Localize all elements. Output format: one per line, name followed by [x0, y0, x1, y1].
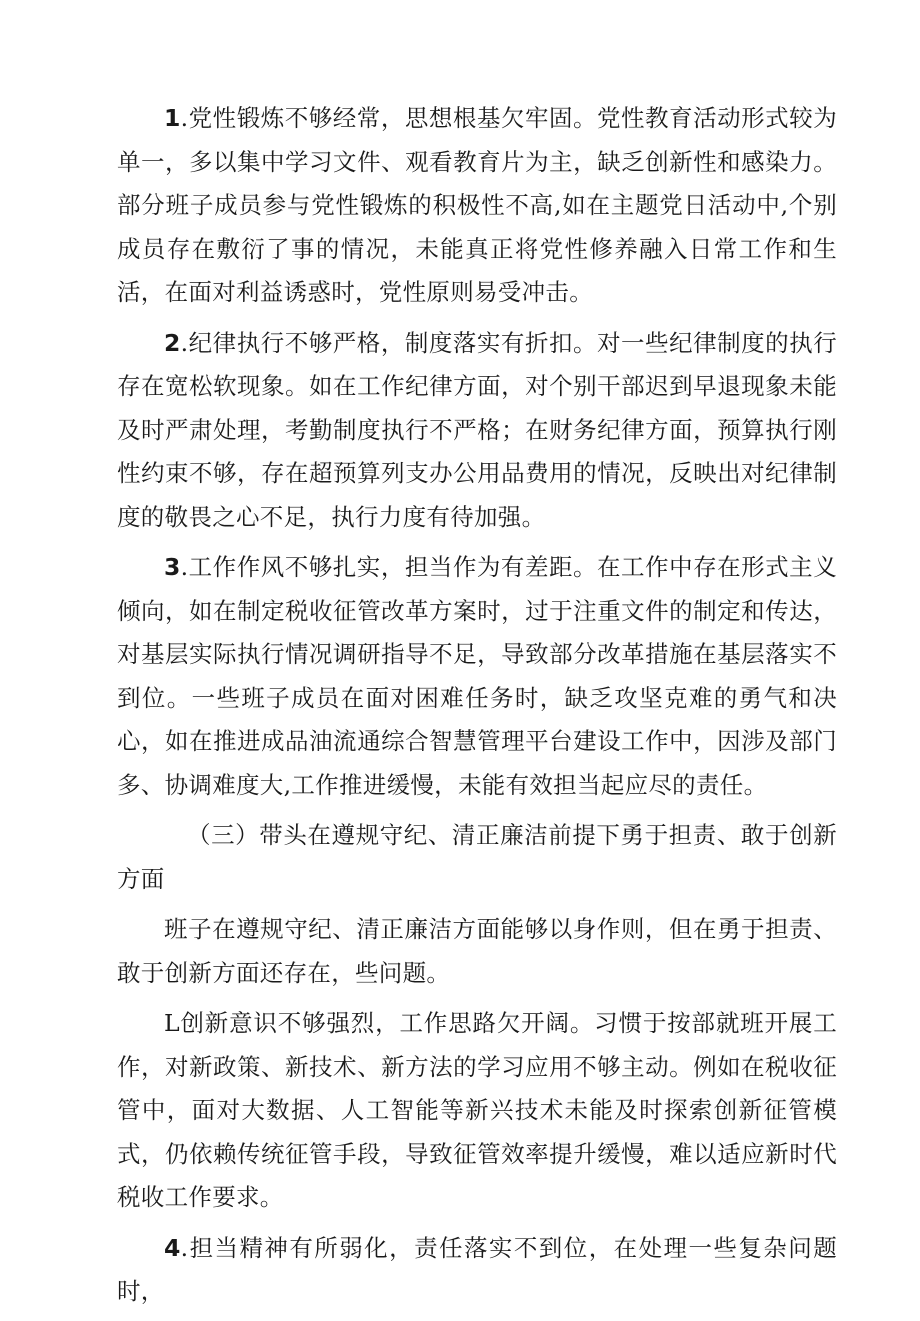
paragraph-text: .工作作风不够扎实，担当作为有差距。在工作中存在形式主义倾向，如在制定税收征管改革方案时，过于注重文件的制定和传达，对基层实际执行情况调研指导不足，导致部分改革措施在基层落实不到位。一些班子成员在面对困难任务时，缺乏攻坚克难的勇气和决心，如在推进成品油流通综合智慧管理平台建设工作中，因涉及部门多、协调难度大,工作推进缓慢，未能有效担当起应尽的责任。	[117, 553, 837, 799]
paragraph-l: L创新意识不够强烈，工作思路欠开阔。习惯于按部就班开展工作，对新政策、新技术、新方法的学习应用不够主动。例如在税收征管中，面对大数据、人工智能等新兴技术未能及时探索创新征管模式，仍依赖传统征管手段，导致征管效率提升缓慢，难以适应新时代税收工作要求。	[117, 1009, 837, 1211]
paragraph-text: .党性锻炼不够经常，思想根基欠牢固。党性教育活动形式较为单一，多以集中学习文件、观看教育片为主，缺乏创新性和感染力。部分班子成员参与党性锻炼的积极性不高,如在主题党日活动中,个别成员存在敷衍了事的情况，未能真正将党性修养融入日常工作和生活，在面对利益诱惑时，党性原则易受冲击。	[117, 104, 837, 306]
paragraph-text: .纪律执行不够严格，制度落实有折扣。对一些纪律制度的执行存在宽松软现象。如在工作纪律方面，对个别干部迟到早退现象未能及时严肃处理，考勤制度执行不严格；在财务纪律方面，预算执行刚性约束不够，存在超预算列支办公用品费用的情况，反映出对纪律制度的敬畏之心不足，执行力度有待加强。	[117, 328, 837, 531]
document-body	[117, 97, 837, 1321]
paragraph-number: 2	[164, 328, 181, 357]
paragraph-4	[117, 1227, 837, 1314]
paragraph-2	[117, 322, 837, 540]
paragraph-number: 4	[164, 1233, 181, 1262]
paragraph-text: .担当精神有所弱化，责任落实不到位，在处理一些复杂问题时，	[117, 1233, 837, 1305]
paragraph-number: 1	[164, 104, 181, 132]
section-intro: 班子在遵规守纪、清正廉洁方面能够以身作则，但在勇于担责、敢于创新方面还存在，些问题。	[117, 915, 837, 987]
paragraph-1	[117, 97, 837, 315]
paragraph-number: 3	[164, 553, 181, 581]
paragraph-3	[117, 546, 837, 807]
section-heading: （三）带头在遵规守纪、清正廉洁前提下勇于担责、敢于创新方面	[117, 821, 837, 893]
